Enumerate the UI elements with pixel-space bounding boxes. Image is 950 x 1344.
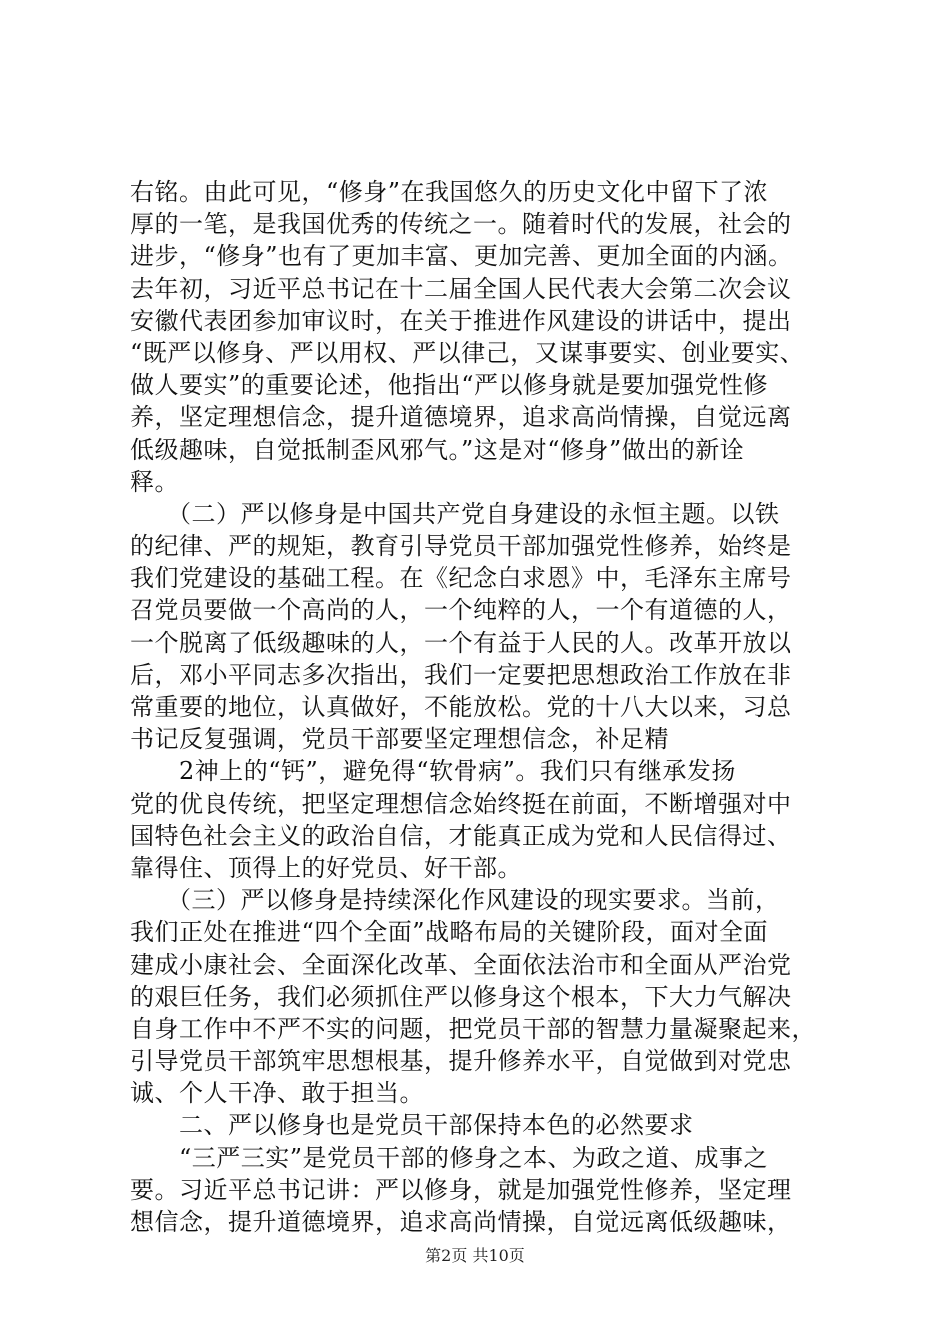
text-line: 引导党员干部筑牢思想根基，提升修养水平，自觉做到对党忠 — [130, 1047, 792, 1076]
text-line: 厚的一笔，是我国优秀的传统之一。随着时代的发展，社会的 — [130, 210, 792, 239]
text-line: 我们党建设的基础工程。在《纪念白求恩》中，毛泽东主席号 — [130, 564, 792, 593]
text-line: “既严以修身、严以用权、严以律己，又谋事要实、创业要实、 — [130, 338, 805, 367]
text-line: （二）严以修身是中国共产党自身建设的永恒主题。以铁 — [130, 499, 780, 528]
text-line: 后，邓小平同志多次指出，我们一定要把思想政治工作放在非 — [130, 660, 792, 689]
text-line: 建成小康社会、全面深化改革、全面依法治市和全面从严治党 — [130, 950, 792, 979]
text-line: 靠得住、顶得上的好党员、好干部。 — [130, 853, 522, 882]
text-line: “三严三实”是党员干部的修身之本、为政之道、成事之 — [130, 1143, 769, 1172]
text-line: 我们正处在推进“四个全面”战略布局的关键阶段，面对全面 — [130, 918, 769, 947]
text-line: 2神上的“钙”，避免得“软骨病”。我们只有继承发扬 — [130, 757, 736, 786]
text-line: 做人要实”的重要论述，他指出“严以修身就是要加强党性修 — [130, 371, 769, 400]
text-line: 进步，“修身”也有了更加丰富、更加完善、更加全面的内涵。 — [130, 242, 793, 271]
text-line: 去年初，习近平总书记在十二届全国人民代表大会第二次会议 — [130, 274, 792, 303]
text-line: 二、严以修身也是党员干部保持本色的必然要求 — [130, 1111, 694, 1140]
text-line: 自身工作中不严不实的问题，把党员干部的智慧力量凝聚起来， — [130, 1014, 816, 1043]
text-line: 释。 — [130, 467, 179, 496]
text-line: 低级趣味，自觉抵制歪风邪气。”这是对“修身”做出的新诠 — [130, 435, 745, 464]
text-line: 常重要的地位，认真做好，不能放松。党的十八大以来，习总 — [130, 693, 792, 721]
text-line: 右铭。由此可见，“修身”在我国悠久的历史文化中留下了浓 — [130, 178, 769, 206]
text-line: 召党员要做一个高尚的人，一个纯粹的人，一个有道德的人， — [130, 596, 792, 625]
text-line: 想信念，提升道德境界，追求高尚情操，自觉远离低级趣味， — [130, 1208, 792, 1236]
text-line: 诚、个人干净、敢于担当。 — [130, 1079, 424, 1108]
text-line: 党的优良传统，把坚定理想信念始终挺在前面，不断增强对中 — [130, 789, 792, 818]
page-footer — [0, 1243, 950, 1266]
text-line: （三）严以修身是持续深化作风建设的现实要求。当前， — [130, 886, 780, 915]
text-line: 一个脱离了低级趣味的人，一个有益于人民的人。改革开放以 — [130, 628, 792, 657]
page-number: 第2页 共10页 — [425, 1246, 525, 1265]
text-line: 的艰巨任务，我们必须抓住严以修身这个根本，下大力气解决 — [130, 982, 792, 1011]
text-line: 的纪律、严的规矩，教育引导党员干部加强党性修养，始终是 — [130, 532, 792, 561]
body-text — [130, 176, 830, 1238]
text-line: 养，坚定理想信念，提升道德境界，追求高尚情操，自觉远离 — [130, 403, 792, 432]
text-line: 国特色社会主义的政治自信，才能真正成为党和人民信得过、 — [130, 821, 792, 850]
text-line: 安徽代表团参加审议时，在关于推进作风建设的讲话中，提出 — [130, 306, 792, 335]
text-line: 书记反复强调，党员干部要坚定理想信念，补足精 — [130, 725, 669, 754]
text-line: 要。习近平总书记讲：严以修身，就是加强党性修养，坚定理 — [130, 1175, 792, 1204]
